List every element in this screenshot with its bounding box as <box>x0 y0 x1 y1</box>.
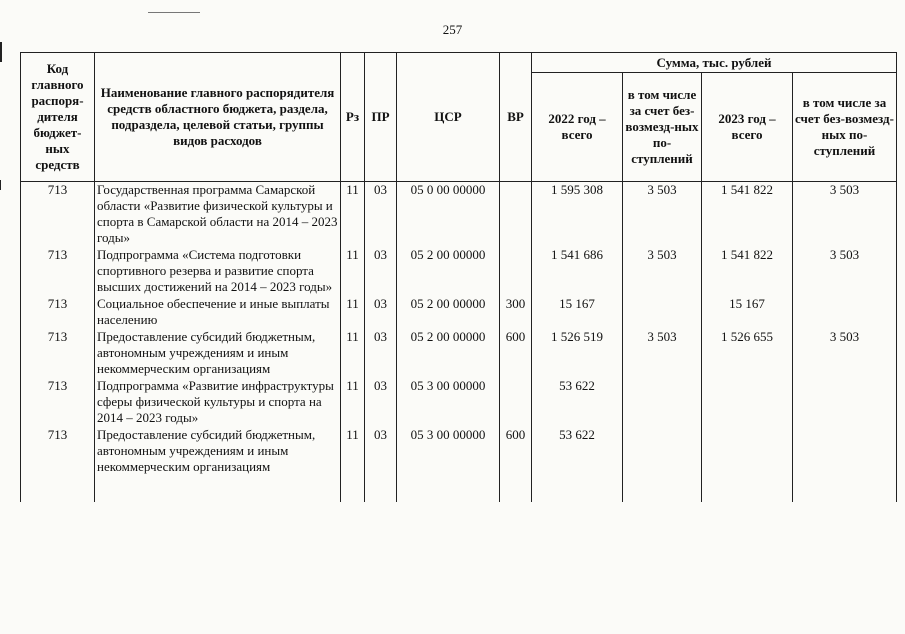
scan-edge-mark <box>0 180 1 190</box>
cell-pr: 03 <box>365 182 397 248</box>
cell-2023-total: 1 541 822 <box>702 247 793 296</box>
cell-2023-free <box>793 427 897 502</box>
cell-code: 713 <box>21 296 95 329</box>
cell-2023-total: 15 167 <box>702 296 793 329</box>
cell-rz: 11 <box>341 378 365 427</box>
table-row <box>21 427 897 502</box>
cell-name: Государственная программа Самарской области «Развитие физической культуры и спорта в Самарской области на 2014 – 2023 годы» <box>95 182 341 248</box>
cell-2023-free: 3 503 <box>793 247 897 296</box>
cell-2023-total <box>702 427 793 502</box>
header-pr: ПР <box>365 53 397 182</box>
table-row <box>21 182 897 248</box>
cell-csr: 05 3 00 00000 <box>397 378 500 427</box>
scan-edge-mark <box>148 12 200 13</box>
cell-2022-free: 3 503 <box>623 247 702 296</box>
cell-2022-free <box>623 378 702 427</box>
cell-vr <box>500 378 532 427</box>
cell-2023-total <box>702 378 793 427</box>
cell-2022-free <box>623 427 702 502</box>
cell-rz: 11 <box>341 427 365 502</box>
cell-rz: 11 <box>341 247 365 296</box>
cell-name: Социальное обеспечение и иные выплаты населению <box>95 296 341 329</box>
header-2022-total: 2022 год – всего <box>532 73 623 182</box>
cell-2023-total: 1 526 655 <box>702 329 793 378</box>
header-2023-total: 2023 год – всего <box>702 73 793 182</box>
cell-vr <box>500 182 532 248</box>
cell-2022-total: 15 167 <box>532 296 623 329</box>
cell-rz: 11 <box>341 296 365 329</box>
cell-name: Подпрограмма «Система подготовки спортивного резерва и развитие спорта высших достижений на 2014 – 2023 годы» <box>95 247 341 296</box>
cell-pr: 03 <box>365 247 397 296</box>
cell-code: 713 <box>21 329 95 378</box>
cell-vr: 600 <box>500 427 532 502</box>
header-2023-free: в том числе за счет без-возмезд-ных по-ступлений <box>793 73 897 182</box>
cell-2023-total: 1 541 822 <box>702 182 793 248</box>
cell-2023-free: 3 503 <box>793 182 897 248</box>
table-row <box>21 329 897 378</box>
cell-2022-total: 53 622 <box>532 378 623 427</box>
header-vr: ВР <box>500 53 532 182</box>
cell-code: 713 <box>21 427 95 502</box>
cell-csr: 05 2 00 00000 <box>397 296 500 329</box>
cell-pr: 03 <box>365 296 397 329</box>
cell-2022-total: 53 622 <box>532 427 623 502</box>
cell-name: Предоставление субсидий бюджетным, автономным учреждениям и иным некоммерческим организациям <box>95 427 341 502</box>
cell-2023-free <box>793 296 897 329</box>
cell-vr: 600 <box>500 329 532 378</box>
header-row <box>21 53 897 73</box>
cell-name: Подпрограмма «Развитие инфраструктуры сферы физической культуры и спорта на 2014 – 2023 годы» <box>95 378 341 427</box>
scan-edge-mark <box>0 42 2 62</box>
cell-2022-total: 1 526 519 <box>532 329 623 378</box>
page-number: 257 <box>442 22 463 37</box>
cell-pr: 03 <box>365 427 397 502</box>
budget-table <box>20 52 897 502</box>
header-name: Наименование главного распорядителя средств областного бюджета, раздела, подраздела, целевой статьи, группы видов расходов <box>95 53 341 182</box>
cell-2022-free: 3 503 <box>623 182 702 248</box>
cell-2022-total: 1 595 308 <box>532 182 623 248</box>
cell-2022-free: 3 503 <box>623 329 702 378</box>
cell-2023-free: 3 503 <box>793 329 897 378</box>
header-csr: ЦСР <box>397 53 500 182</box>
cell-vr <box>500 247 532 296</box>
cell-pr: 03 <box>365 378 397 427</box>
header-sum-group: Сумма, тыс. рублей <box>532 53 897 73</box>
cell-csr: 05 2 00 00000 <box>397 247 500 296</box>
cell-csr: 05 2 00 00000 <box>397 329 500 378</box>
header-rz: Рз <box>341 53 365 182</box>
cell-csr: 05 3 00 00000 <box>397 427 500 502</box>
cell-name: Предоставление субсидий бюджетным, автономным учреждениям и иным некоммерческим организациям <box>95 329 341 378</box>
header-2022-free: в том числе за счет без-возмезд-ных по-ступлений <box>623 73 702 182</box>
cell-pr: 03 <box>365 329 397 378</box>
table-row <box>21 296 897 329</box>
cell-2022-free <box>623 296 702 329</box>
cell-2022-total: 1 541 686 <box>532 247 623 296</box>
cell-code: 713 <box>21 182 95 248</box>
table-row <box>21 247 897 296</box>
cell-rz: 11 <box>341 329 365 378</box>
cell-code: 713 <box>21 378 95 427</box>
cell-vr: 300 <box>500 296 532 329</box>
cell-code: 713 <box>21 247 95 296</box>
cell-2023-free <box>793 378 897 427</box>
table-row <box>21 378 897 427</box>
cell-rz: 11 <box>341 182 365 248</box>
header-code: Код главного распоря-дителя бюджет-ных средств <box>21 53 95 182</box>
cell-csr: 05 0 00 00000 <box>397 182 500 248</box>
